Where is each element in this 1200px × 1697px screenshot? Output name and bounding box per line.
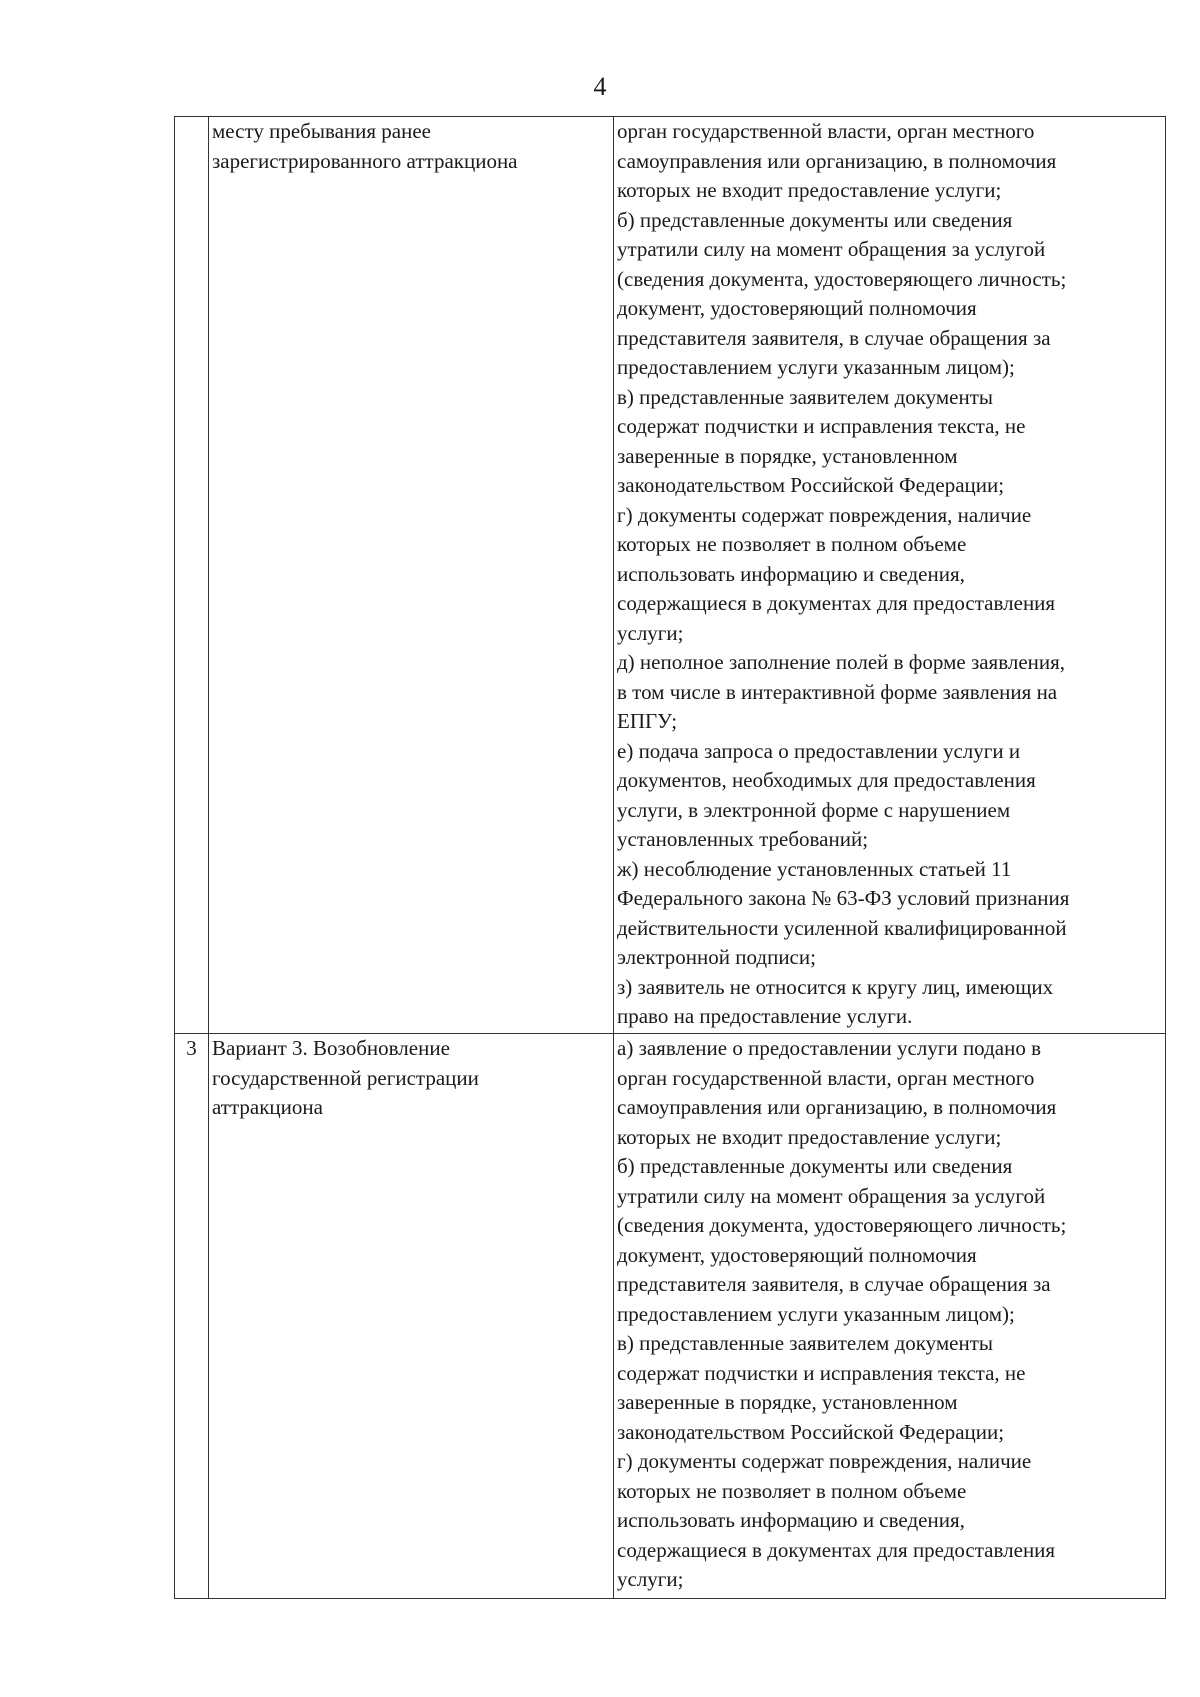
refusal-reason-line: в) представленные заявителем документы	[617, 1331, 994, 1355]
refusal-reason-line: которых не позволяет в полном объеме	[617, 532, 967, 556]
refusal-reason-line: которых не позволяет в полном объеме	[617, 1478, 967, 1503]
refusal-reason-line: самоуправления или организацию, в полномочия	[617, 1095, 1057, 1119]
refusal-reason-line: в том числе в интерактивной форме заявления на	[617, 679, 1058, 704]
refusal-reason-line: самоуправления или организацию, в полномочия	[617, 148, 1057, 173]
refusal-reason-line: г) документы содержат повреждения, наличие	[617, 502, 1032, 527]
refusal-reason-line: содержащиеся в документах для предоставления	[617, 1537, 1056, 1562]
refusal-reason-line: ж) несоблюдение установленных статьей 11	[617, 856, 1012, 881]
refusal-reason-line: з) заявитель не относится к кругу лиц, имеющих	[617, 974, 1054, 999]
refusal-reason-line: (сведения документа, удостоверяющего личность;	[617, 266, 1067, 291]
refusal-reason-line: (сведения документа, удостоверяющего личность;	[617, 1213, 1067, 1237]
variant-name-line: зарегистрированного аттракциона	[212, 148, 518, 173]
refusal-reason-line: б) представленные документы или сведения	[617, 207, 1013, 232]
refusal-reasons-cell	[614, 1034, 1166, 1599]
refusal-reason-line: документов, необходимых для предоставления	[617, 768, 1036, 792]
refusal-reason-line: действительности усиленной квалифицированной	[617, 915, 1067, 940]
refusal-reason-line: законодательством Российской Федерации;	[617, 1419, 1005, 1444]
refusal-reason-line: утратили силу на момент обращения за услугой	[617, 237, 1046, 261]
refusal-reason-line: г) документы содержат повреждения, наличие	[617, 1449, 1032, 1473]
table-row	[175, 117, 1166, 1034]
refusal-reason-line: представителя заявителя, в случае обращения за	[617, 1272, 1051, 1296]
row-number-cell	[175, 117, 209, 1034]
variant-name-line: государственной регистрации	[212, 1065, 479, 1090]
document-table	[174, 116, 1166, 1599]
refusal-reason-line: содержат подчистки и исправления текста, не	[617, 414, 1026, 438]
refusal-reason-line: а) заявление о предоставлении услуги подано в	[617, 1036, 1041, 1060]
refusal-reason-line: использовать информацию и сведения,	[617, 1508, 965, 1532]
refusal-reason-line: заверенные в порядке, установленном	[617, 443, 958, 468]
refusal-reason-line: услуги;	[617, 1567, 684, 1591]
refusal-reason-line: установленных требований;	[617, 827, 869, 851]
refusal-reason-line: орган государственной власти, орган местного	[617, 119, 1035, 143]
variant-name-line: месту пребывания ранее	[212, 119, 432, 143]
table-row	[175, 1034, 1166, 1599]
refusal-reason-line: предоставлением услуги указанным лицом);	[617, 355, 1015, 379]
refusal-reason-line: содержат подчистки и исправления текста, не	[617, 1360, 1026, 1385]
refusal-reason-line: предоставлением услуги указанным лицом);	[617, 1301, 1015, 1326]
refusal-reason-line: электронной подписи;	[617, 945, 816, 969]
refusal-reason-line: право на предоставление услуги.	[617, 1004, 913, 1028]
refusal-reason-line: услуги;	[617, 620, 684, 645]
variant-name-cell	[209, 1034, 614, 1599]
refusal-reason-line: представителя заявителя, в случае обращения за	[617, 325, 1051, 350]
refusal-reason-line: в) представленные заявителем документы	[617, 384, 994, 409]
refusal-reason-line: е) подача запроса о предоставлении услуги и	[617, 738, 1021, 763]
refusal-reason-line: содержащиеся в документах для предоставления	[617, 591, 1056, 615]
refusal-reason-line: использовать информацию и сведения,	[617, 561, 965, 586]
variant-name-cell	[209, 117, 614, 1034]
refusal-reason-line: б) представленные документы или сведения	[617, 1154, 1013, 1178]
refusal-reason-line: которых не входит предоставление услуги;	[617, 178, 1002, 202]
refusal-reason-line: д) неполное заполнение полей в форме заявления,	[617, 650, 1066, 674]
refusal-reason-line: Федерального закона № 63-ФЗ условий признания	[617, 886, 1070, 910]
row-number-cell: 3	[175, 1034, 209, 1599]
refusal-reason-line: орган государственной власти, орган местного	[617, 1065, 1035, 1090]
page-number: 4	[593, 72, 607, 101]
variant-name-line: аттракциона	[212, 1095, 323, 1119]
variant-name-line: Вариант 3. Возобновление	[212, 1036, 450, 1060]
refusal-reason-line: которых не входит предоставление услуги;	[617, 1124, 1002, 1149]
refusal-reason-line: услуги, в электронной форме с нарушением	[617, 797, 1011, 822]
refusal-reason-line: заверенные в порядке, установленном	[617, 1390, 958, 1414]
refusal-reason-line: утратили силу на момент обращения за услугой	[617, 1183, 1046, 1208]
refusal-reason-line: ЕПГУ;	[617, 709, 678, 733]
refusal-reason-line: документ, удостоверяющий полномочия	[617, 296, 977, 320]
refusal-reasons-cell	[614, 117, 1166, 1034]
refusal-reason-line: документ, удостоверяющий полномочия	[617, 1242, 977, 1267]
refusal-reason-line: законодательством Российской Федерации;	[617, 473, 1005, 497]
